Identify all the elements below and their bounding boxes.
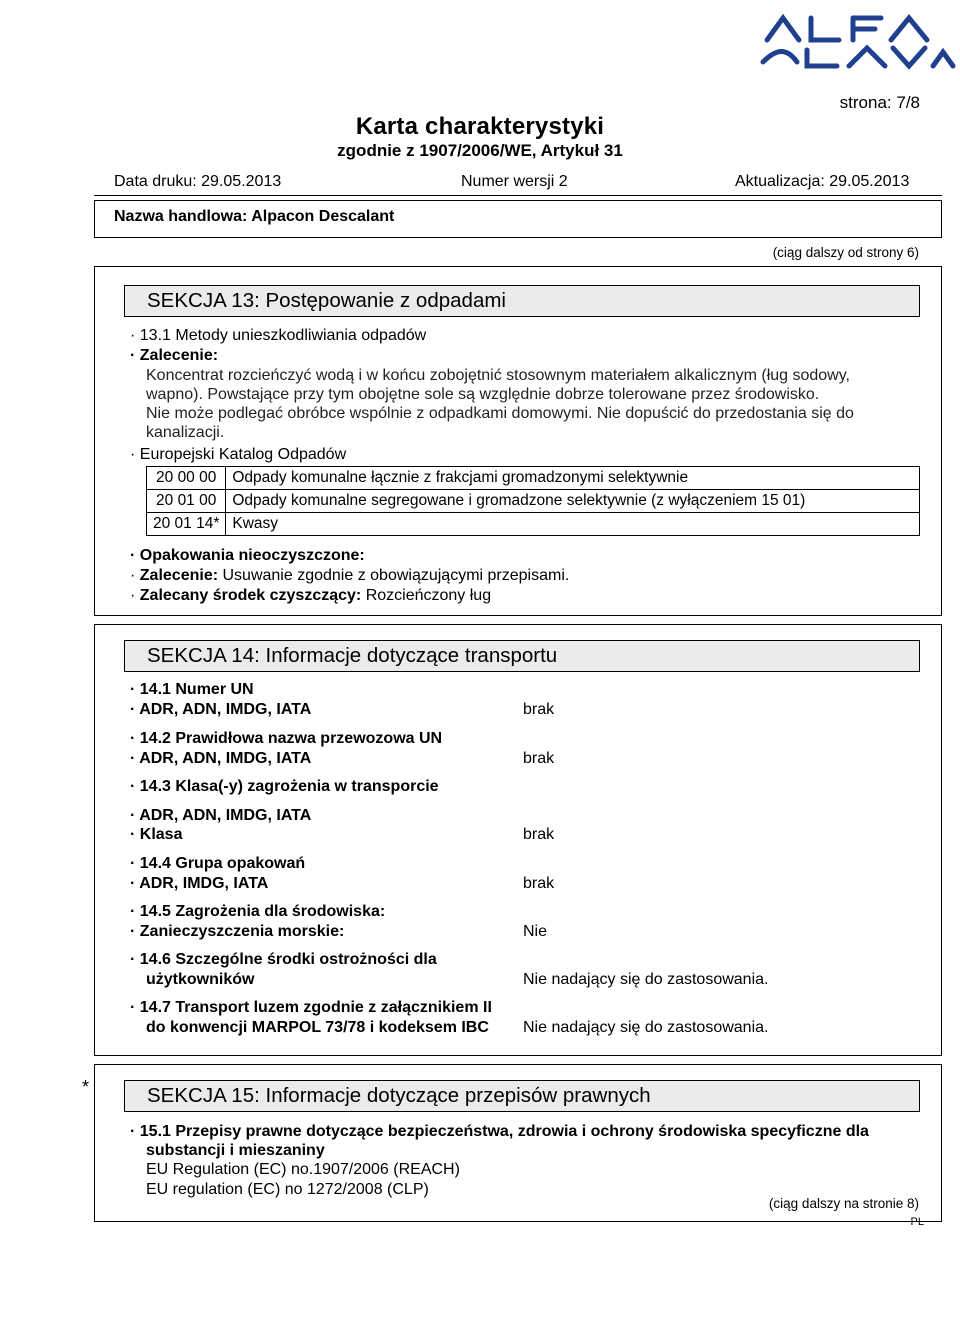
language-code: PL bbox=[910, 1216, 924, 1228]
s14-packing-value: brak bbox=[523, 875, 555, 892]
s14-packing-group: · 14.4 Grupa opakowań bbox=[130, 855, 306, 872]
s14-shipping-value: brak bbox=[523, 750, 555, 767]
s13-recommendation-label: · Zalecenie: bbox=[130, 347, 219, 364]
version-number: Numer wersji 2 bbox=[461, 173, 568, 190]
s14-hazard-class: · 14.3 Klasa(-y) zagrożenia w transporcie bbox=[130, 778, 439, 795]
table-row bbox=[147, 513, 920, 536]
document-title: Karta charakterystyki bbox=[355, 113, 605, 140]
section-15-header: SEKCJA 15: Informacje dotyczące przepisów prawnych bbox=[124, 1080, 920, 1112]
section-14-header: SEKCJA 14: Informacje dotyczące transportu bbox=[124, 640, 920, 672]
s14-env-hazards: · 14.5 Zagrożenia dla środowiska: bbox=[130, 903, 386, 920]
update-date: Aktualizacja: 29.05.2013 bbox=[735, 173, 910, 190]
s14-marine-value: Nie bbox=[523, 923, 548, 940]
s15-reg-clp: EU regulation (EC) no 1272/2008 (CLP) bbox=[146, 1181, 429, 1198]
s14-shipping-adr: · ADR, ADN, IMDG, IATA bbox=[130, 750, 312, 767]
s14-un-number: · 14.1 Numer UN bbox=[130, 681, 254, 698]
continued-from: (ciąg dalszy od strony 6) bbox=[772, 245, 919, 260]
s15-change-marker: * bbox=[82, 1077, 90, 1097]
alfa-laval-logo bbox=[757, 10, 957, 72]
waste-code: 20 01 14* bbox=[147, 513, 226, 536]
s15-regs: · 15.1 Przepisy prawne dotyczące bezpieczeństwa, zdrowia i ochrony środowiska specyficzne dla bbox=[130, 1123, 869, 1140]
s13-methods: · 13.1 Metody unieszkodliwiania odpadów bbox=[130, 327, 427, 344]
s14-un-adr: · ADR, ADN, IMDG, IATA bbox=[130, 701, 312, 718]
continued-to: (ciąg dalszy na stronie 8) bbox=[768, 1196, 919, 1211]
s13-pack-recommendation: · Zalecenie: Usuwanie zgodnie z obowiązującymi przepisami. bbox=[130, 567, 570, 584]
waste-desc: Odpady komunalne segregowane i gromadzone selektywnie (z wyłączeniem 15 01) bbox=[226, 490, 920, 513]
s14-hazard-adr: · ADR, ADN, IMDG, IATA bbox=[130, 807, 312, 824]
s13-catalog-label: · Europejski Katalog Odpadów bbox=[130, 446, 347, 463]
s14-un-value: brak bbox=[523, 701, 555, 718]
page-number: strona: 7/8 bbox=[839, 93, 920, 112]
header-divider bbox=[94, 195, 942, 196]
waste-code: 20 00 00 bbox=[147, 467, 226, 490]
s14-marine-pollutant: · Zanieczyszczenia morskie: bbox=[130, 923, 345, 940]
trade-name: Nazwa handlowa: Alpacon Descalant bbox=[114, 208, 395, 225]
s14-packing-adr: · ADR, IMDG, IATA bbox=[130, 875, 269, 892]
s13-recommendation-line: wapno). Powstające przy tym obojętne sole są względnie dobrze tolerowane przez środowisko. bbox=[146, 386, 820, 403]
s13-recommendation-line: kanalizacji. bbox=[146, 424, 225, 441]
s14-shipping-name: · 14.2 Prawidłowa nazwa przewozowa UN bbox=[130, 730, 443, 747]
s14-special-precautions: · 14.6 Szczególne środki ostrożności dla bbox=[130, 951, 437, 968]
s13-recommendation-line: Nie może podlegać obróbce wspólnie z odpadkami domowymi. Nie dopuścić do przedostania się do bbox=[146, 405, 854, 422]
table-row bbox=[147, 467, 920, 490]
s13-cleaner: · Zalecany środek czyszczący: Rozcieńczony ług bbox=[130, 587, 492, 604]
s14-class-label: · Klasa bbox=[130, 826, 183, 843]
s14-special-precautions-cont: użytkowników bbox=[146, 971, 255, 988]
s13-packaging-label: · Opakowania nieoczyszczone: bbox=[130, 547, 365, 564]
s15-regs-cont: substancji i mieszaniny bbox=[146, 1142, 325, 1159]
document-subtitle: zgodnie z 1907/2006/WE, Artykuł 31 bbox=[337, 141, 623, 160]
section-13-header: SEKCJA 13: Postępowanie z odpadami bbox=[124, 285, 920, 317]
waste-code: 20 01 00 bbox=[147, 490, 226, 513]
s13-recommendation-line: Koncentrat rozcieńczyć wodą i w końcu zobojętnić stosownym materiałem alkalicznym (ług sodowy, bbox=[146, 367, 850, 384]
s14-bulk-transport-cont: do konwencji MARPOL 73/78 i kodeksem IBC bbox=[146, 1019, 489, 1036]
s15-reg-reach: EU Regulation (EC) no.1907/2006 (REACH) bbox=[146, 1161, 460, 1178]
s14-bulk-transport: · 14.7 Transport luzem zgodnie z załącznikiem II bbox=[130, 999, 492, 1016]
print-date: Data druku: 29.05.2013 bbox=[114, 173, 282, 190]
s14-bulk-value: Nie nadający się do zastosowania. bbox=[523, 1019, 769, 1036]
s14-class-value: brak bbox=[523, 826, 555, 843]
table-row bbox=[147, 490, 920, 513]
s14-special-value: Nie nadający się do zastosowania. bbox=[523, 971, 769, 988]
waste-desc: Odpady komunalne łącznie z frakcjami gromadzonymi selektywnie bbox=[226, 467, 920, 490]
waste-catalog-table bbox=[146, 466, 920, 536]
waste-desc: Kwasy bbox=[226, 513, 920, 536]
